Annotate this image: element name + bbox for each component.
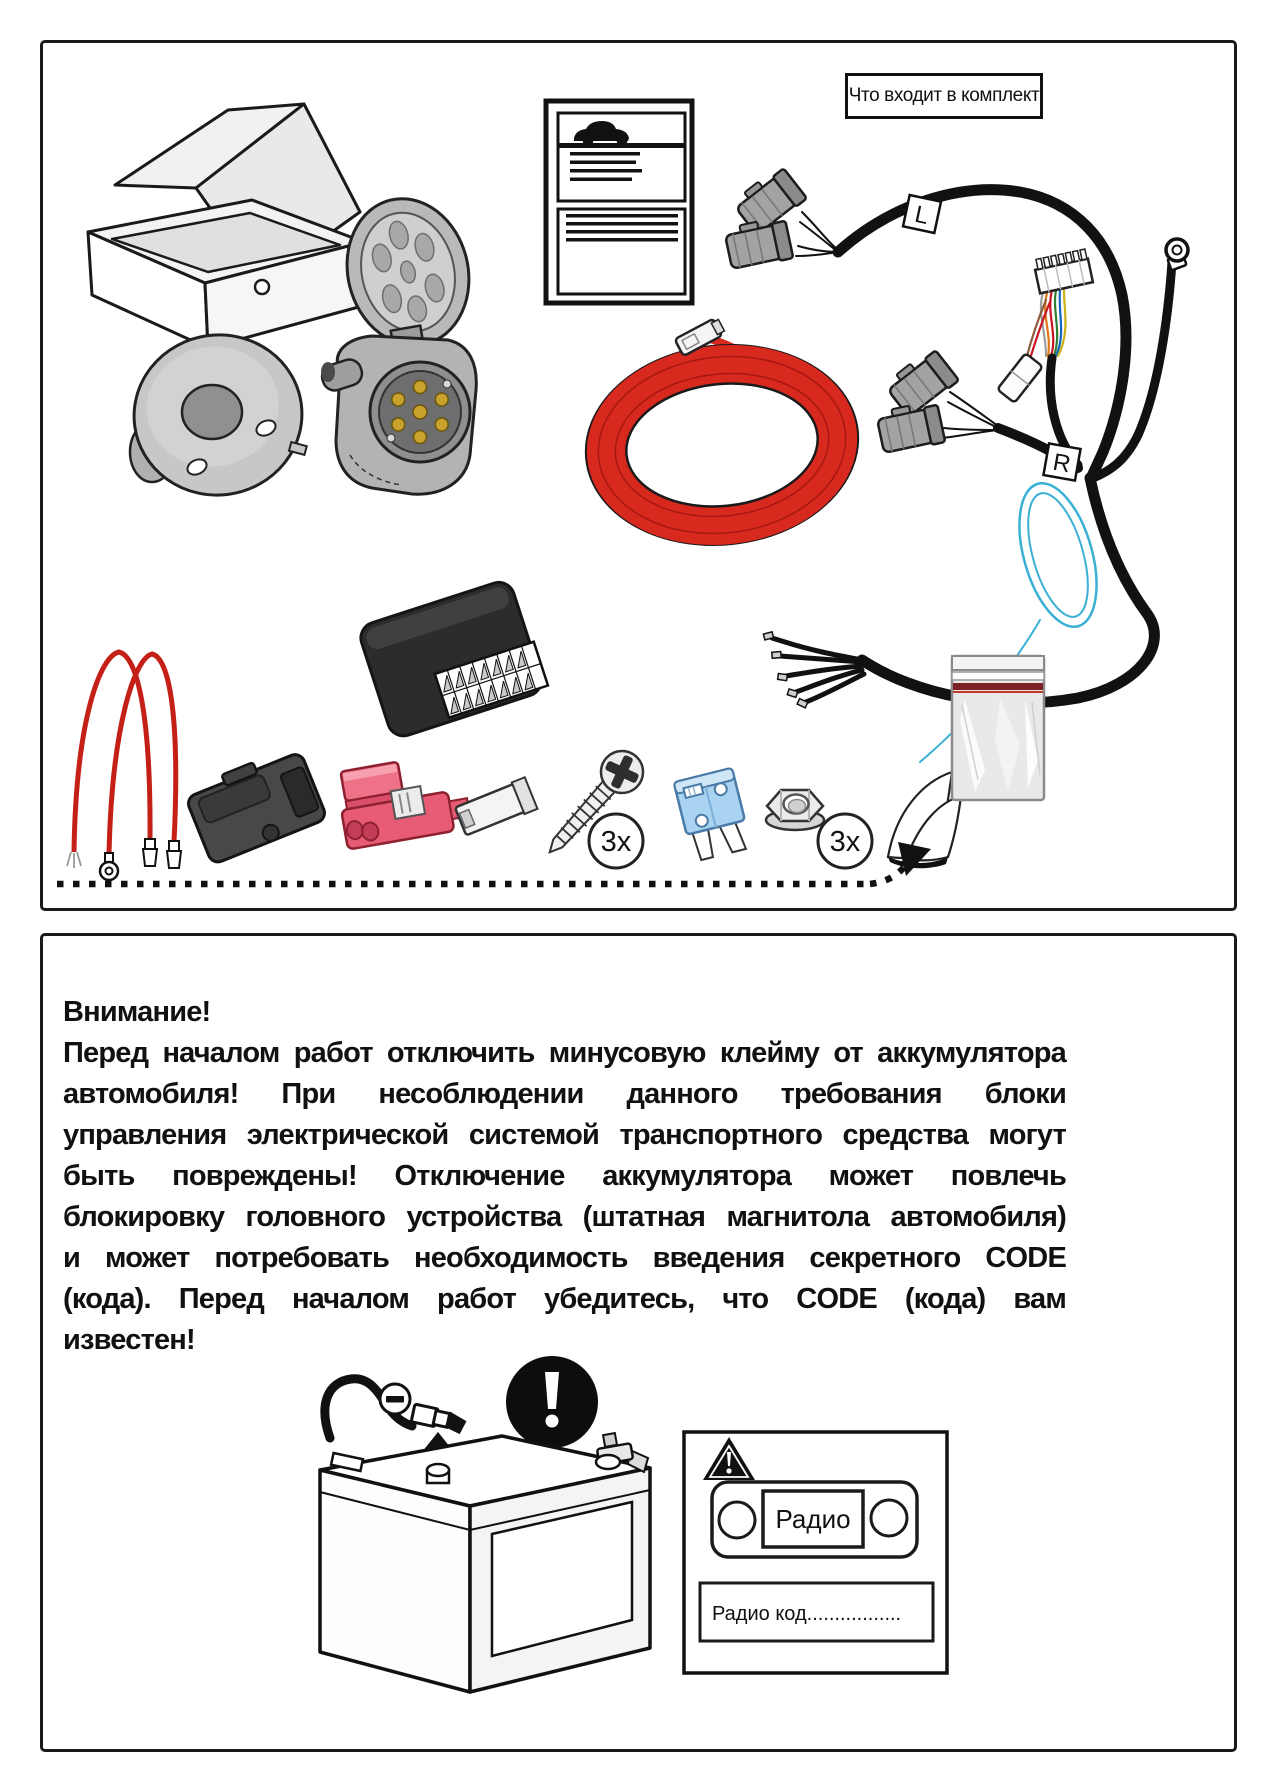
exclamation-icon [506,1356,598,1448]
nut-count-badge [818,814,872,868]
black-connector-illustration [183,744,328,865]
quick-splice-illustration [335,751,473,850]
warning-heading: Внимание! [63,996,211,1028]
minus-icon [380,1384,410,1414]
red-cable-illustration [576,317,867,558]
jumper-wires-illustration [67,652,181,880]
box-illustration [88,104,366,348]
warning-line: блокировку головного устройства (штатная магнитола автомобиля) [63,1201,1066,1233]
radio-illustration [684,1432,947,1673]
radio-knob [871,1500,907,1536]
nut-illustration [766,790,824,830]
socket-illustration [319,186,484,495]
harness-label-right [1043,443,1080,480]
svg-text:3x: 3x [600,826,632,858]
warning-line: быть повреждены! Отключение аккумулятора может повлечь [63,1160,1066,1192]
inline-connector [997,353,1043,403]
connector-plug [724,216,794,271]
warning-text-block [63,992,1066,1361]
ring-terminal [1166,239,1188,270]
radio-code-label: Радио код................. [712,1603,902,1625]
harness-label-left [903,195,941,233]
module-illustration [357,577,549,740]
warning-line: (кода). Перед началом работ убедитесь, что CODE (кода) вам [63,1283,1066,1315]
radio-label: Радио [775,1504,851,1534]
warning-line: автомобиля! При несоблюдении данного требования блоки [63,1078,1066,1110]
multipin-connector [1033,249,1093,293]
warning-line: Перед началом работ отключить минусовую клейму от аккумулятора [63,1037,1066,1069]
svg-text:L: L [912,200,932,231]
manual-illustration [546,101,692,303]
warning-line: управления электрической системой транспортного средства могут [63,1119,1066,1151]
bag-illustration [952,656,1044,800]
battery-post-negative [427,1464,449,1483]
screw-count-badge [589,814,643,868]
svg-text:3x: 3x [829,826,861,858]
warning-line: и может потребовать необходимость введения секретного CODE [63,1242,1066,1274]
svg-text:R: R [1050,448,1073,479]
gasket-illustration [124,324,313,506]
fuse-illustration [674,768,752,862]
connector-plug [876,400,946,455]
battery-illustration [320,1356,650,1692]
sleeve-terminal-illustration [454,777,537,837]
cable-clamp [411,1404,468,1435]
kit-title-box [845,73,1043,119]
connector-plug [884,346,959,418]
warning-line: известен! [63,1324,195,1356]
dotted-arrow-icon [57,842,931,884]
radio-knob [719,1502,755,1538]
kit-title: Что входит в комплект [848,85,1040,106]
